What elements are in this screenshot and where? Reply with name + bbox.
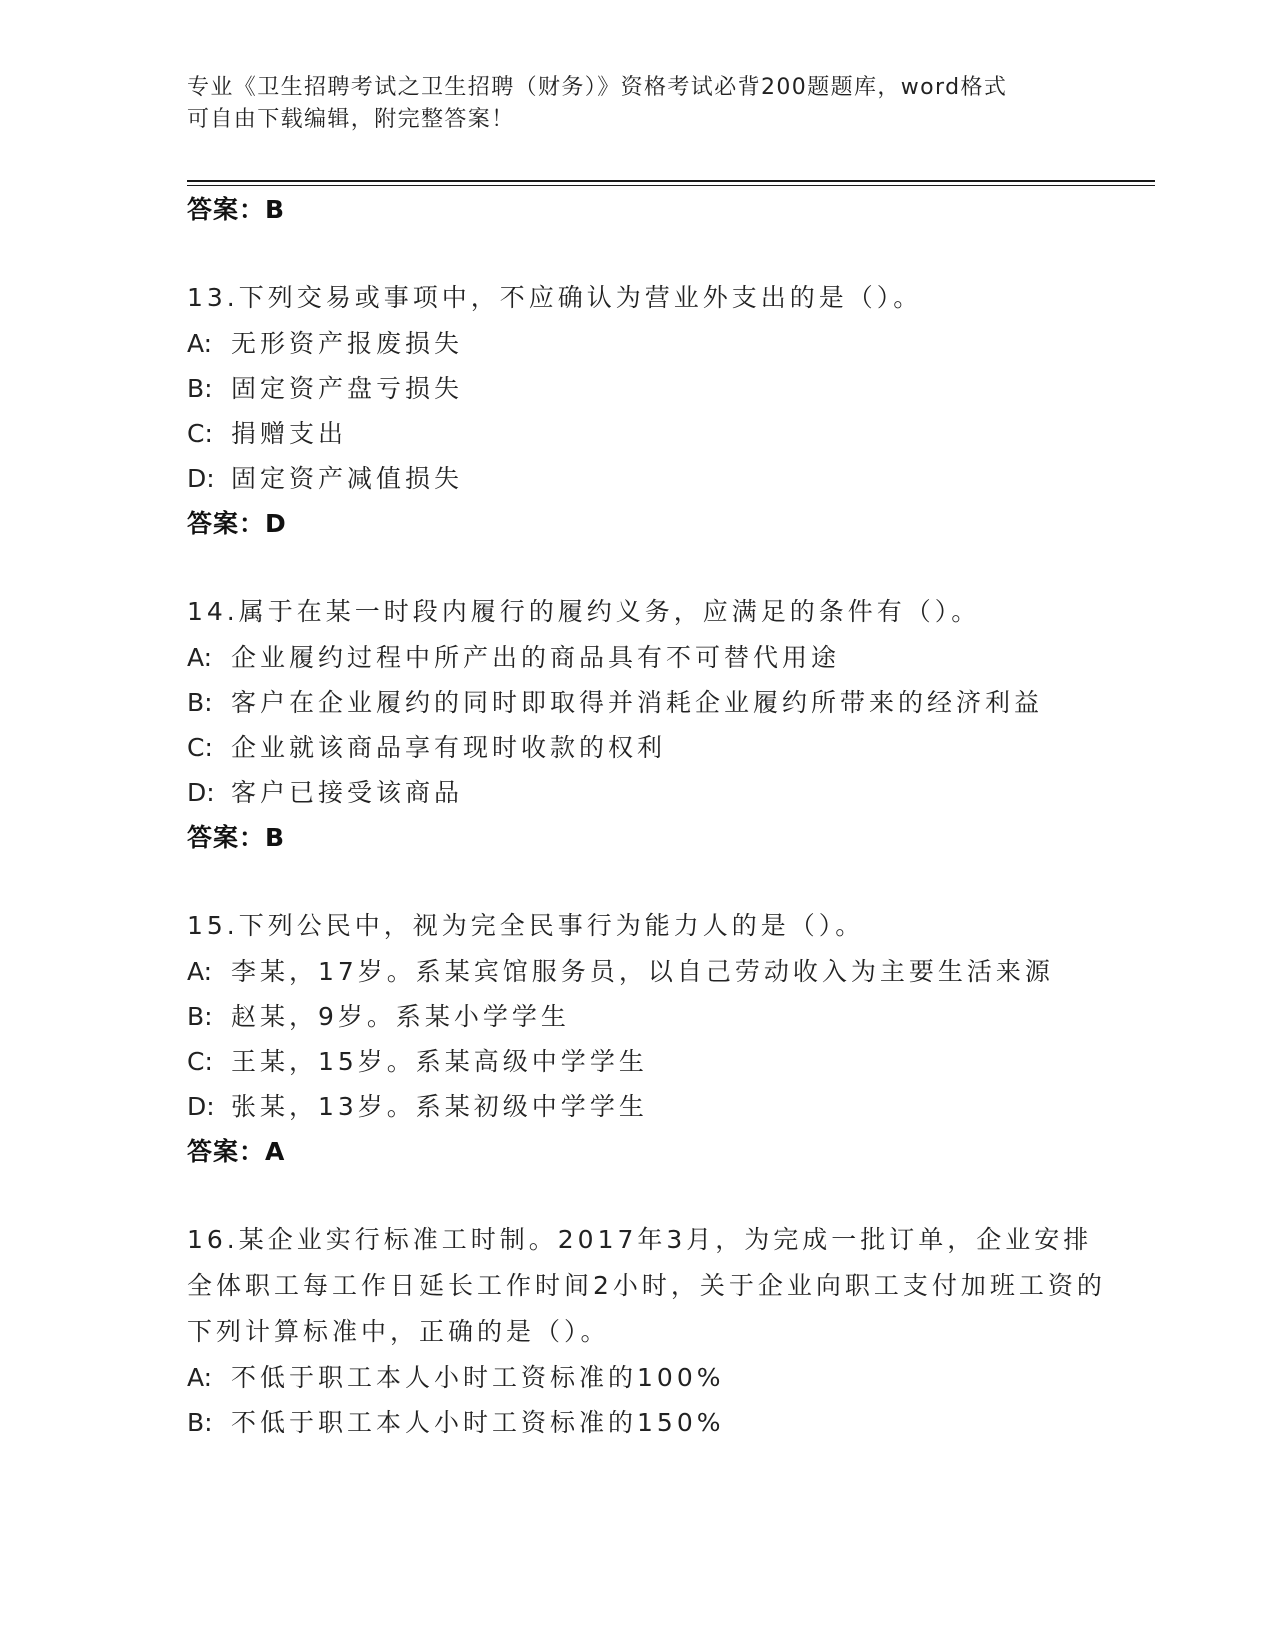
option-letter: A: xyxy=(187,643,213,672)
option-text: 企业履约过程中所产出的商品具有不可替代用途 xyxy=(231,643,841,672)
question-text: 15.下列公民中，视为完全民事行为能力人的是（）。 xyxy=(187,911,865,940)
question-13 xyxy=(187,275,1107,547)
option-b xyxy=(187,1400,1107,1445)
header-line-2: 可自由下载编辑，附完整答案！ xyxy=(187,107,515,132)
option-b xyxy=(187,366,1107,411)
answer-label: 答案：B xyxy=(187,823,286,852)
option-text: 固定资产盘亏损失 xyxy=(231,374,464,403)
header-divider-thin xyxy=(187,185,1155,186)
option-letter: C: xyxy=(187,419,213,448)
option-a xyxy=(187,635,1107,680)
option-letter: A: xyxy=(187,1363,213,1392)
option-text: 不低于职工本人小时工资标准的150% xyxy=(231,1408,725,1437)
option-letter: D: xyxy=(187,464,215,493)
question-text: 13.下列交易或事项中，不应确认为营业外支出的是（）。 xyxy=(187,283,923,312)
option-letter: B: xyxy=(187,1002,213,1031)
question-15 xyxy=(187,903,1107,1175)
option-text: 张某，13岁。系某初级中学学生 xyxy=(231,1092,648,1121)
answer-label: 答案：D xyxy=(187,509,287,538)
option-b xyxy=(187,680,1107,725)
option-c xyxy=(187,1039,1107,1084)
option-c xyxy=(187,725,1107,770)
option-text: 客户已接受该商品 xyxy=(231,778,464,807)
option-letter: D: xyxy=(187,778,215,807)
document-body xyxy=(187,187,1107,1487)
option-text: 捐赠支出 xyxy=(231,419,348,448)
question-14 xyxy=(187,589,1107,861)
option-a xyxy=(187,1355,1107,1400)
option-a xyxy=(187,321,1107,366)
option-text: 不低于职工本人小时工资标准的100% xyxy=(231,1363,725,1392)
question-16 xyxy=(187,1217,1107,1445)
option-letter: B: xyxy=(187,688,213,717)
header-line-1: 专业《卫生招聘考试之卫生招聘（财务）》资格考试必背200题题库，word格式 xyxy=(187,75,1008,100)
option-letter: A: xyxy=(187,329,213,358)
answer-label: 答案：A xyxy=(187,1137,286,1166)
option-d xyxy=(187,1084,1107,1129)
option-c xyxy=(187,411,1107,456)
option-letter: B: xyxy=(187,374,213,403)
question-text: 16.某企业实行标准工时制。2017年3月，为完成一批订单，企业安排全体职工每工作日延长工作时间2小时，关于企业向职工支付加班工资的下列计算标准中，正确的是（）。 xyxy=(187,1225,1106,1346)
option-text: 企业就该商品享有现时收款的权利 xyxy=(231,733,667,762)
option-letter: C: xyxy=(187,733,213,762)
option-d xyxy=(187,770,1107,815)
option-text: 王某，15岁。系某高级中学学生 xyxy=(231,1047,648,1076)
option-letter: A: xyxy=(187,957,213,986)
header-divider-thick xyxy=(187,180,1155,182)
option-a xyxy=(187,949,1107,994)
option-letter: C: xyxy=(187,1047,213,1076)
option-d xyxy=(187,456,1107,501)
option-text: 无形资产报废损失 xyxy=(231,329,464,358)
option-text: 李某，17岁。系某宾馆服务员，以自己劳动收入为主要生活来源 xyxy=(231,957,1054,986)
option-text: 客户在企业履约的同时即取得并消耗企业履约所带来的经济利益 xyxy=(231,688,1044,717)
document-header xyxy=(187,72,1067,136)
option-letter: B: xyxy=(187,1408,213,1437)
option-text: 固定资产减值损失 xyxy=(231,464,464,493)
answer-label: 答案：B xyxy=(187,195,286,224)
question-text: 14.属于在某一时段内履行的履约义务，应满足的条件有（）。 xyxy=(187,597,981,626)
option-letter: D: xyxy=(187,1092,215,1121)
option-b xyxy=(187,994,1107,1039)
option-text: 赵某，9岁。系某小学学生 xyxy=(231,1002,570,1031)
